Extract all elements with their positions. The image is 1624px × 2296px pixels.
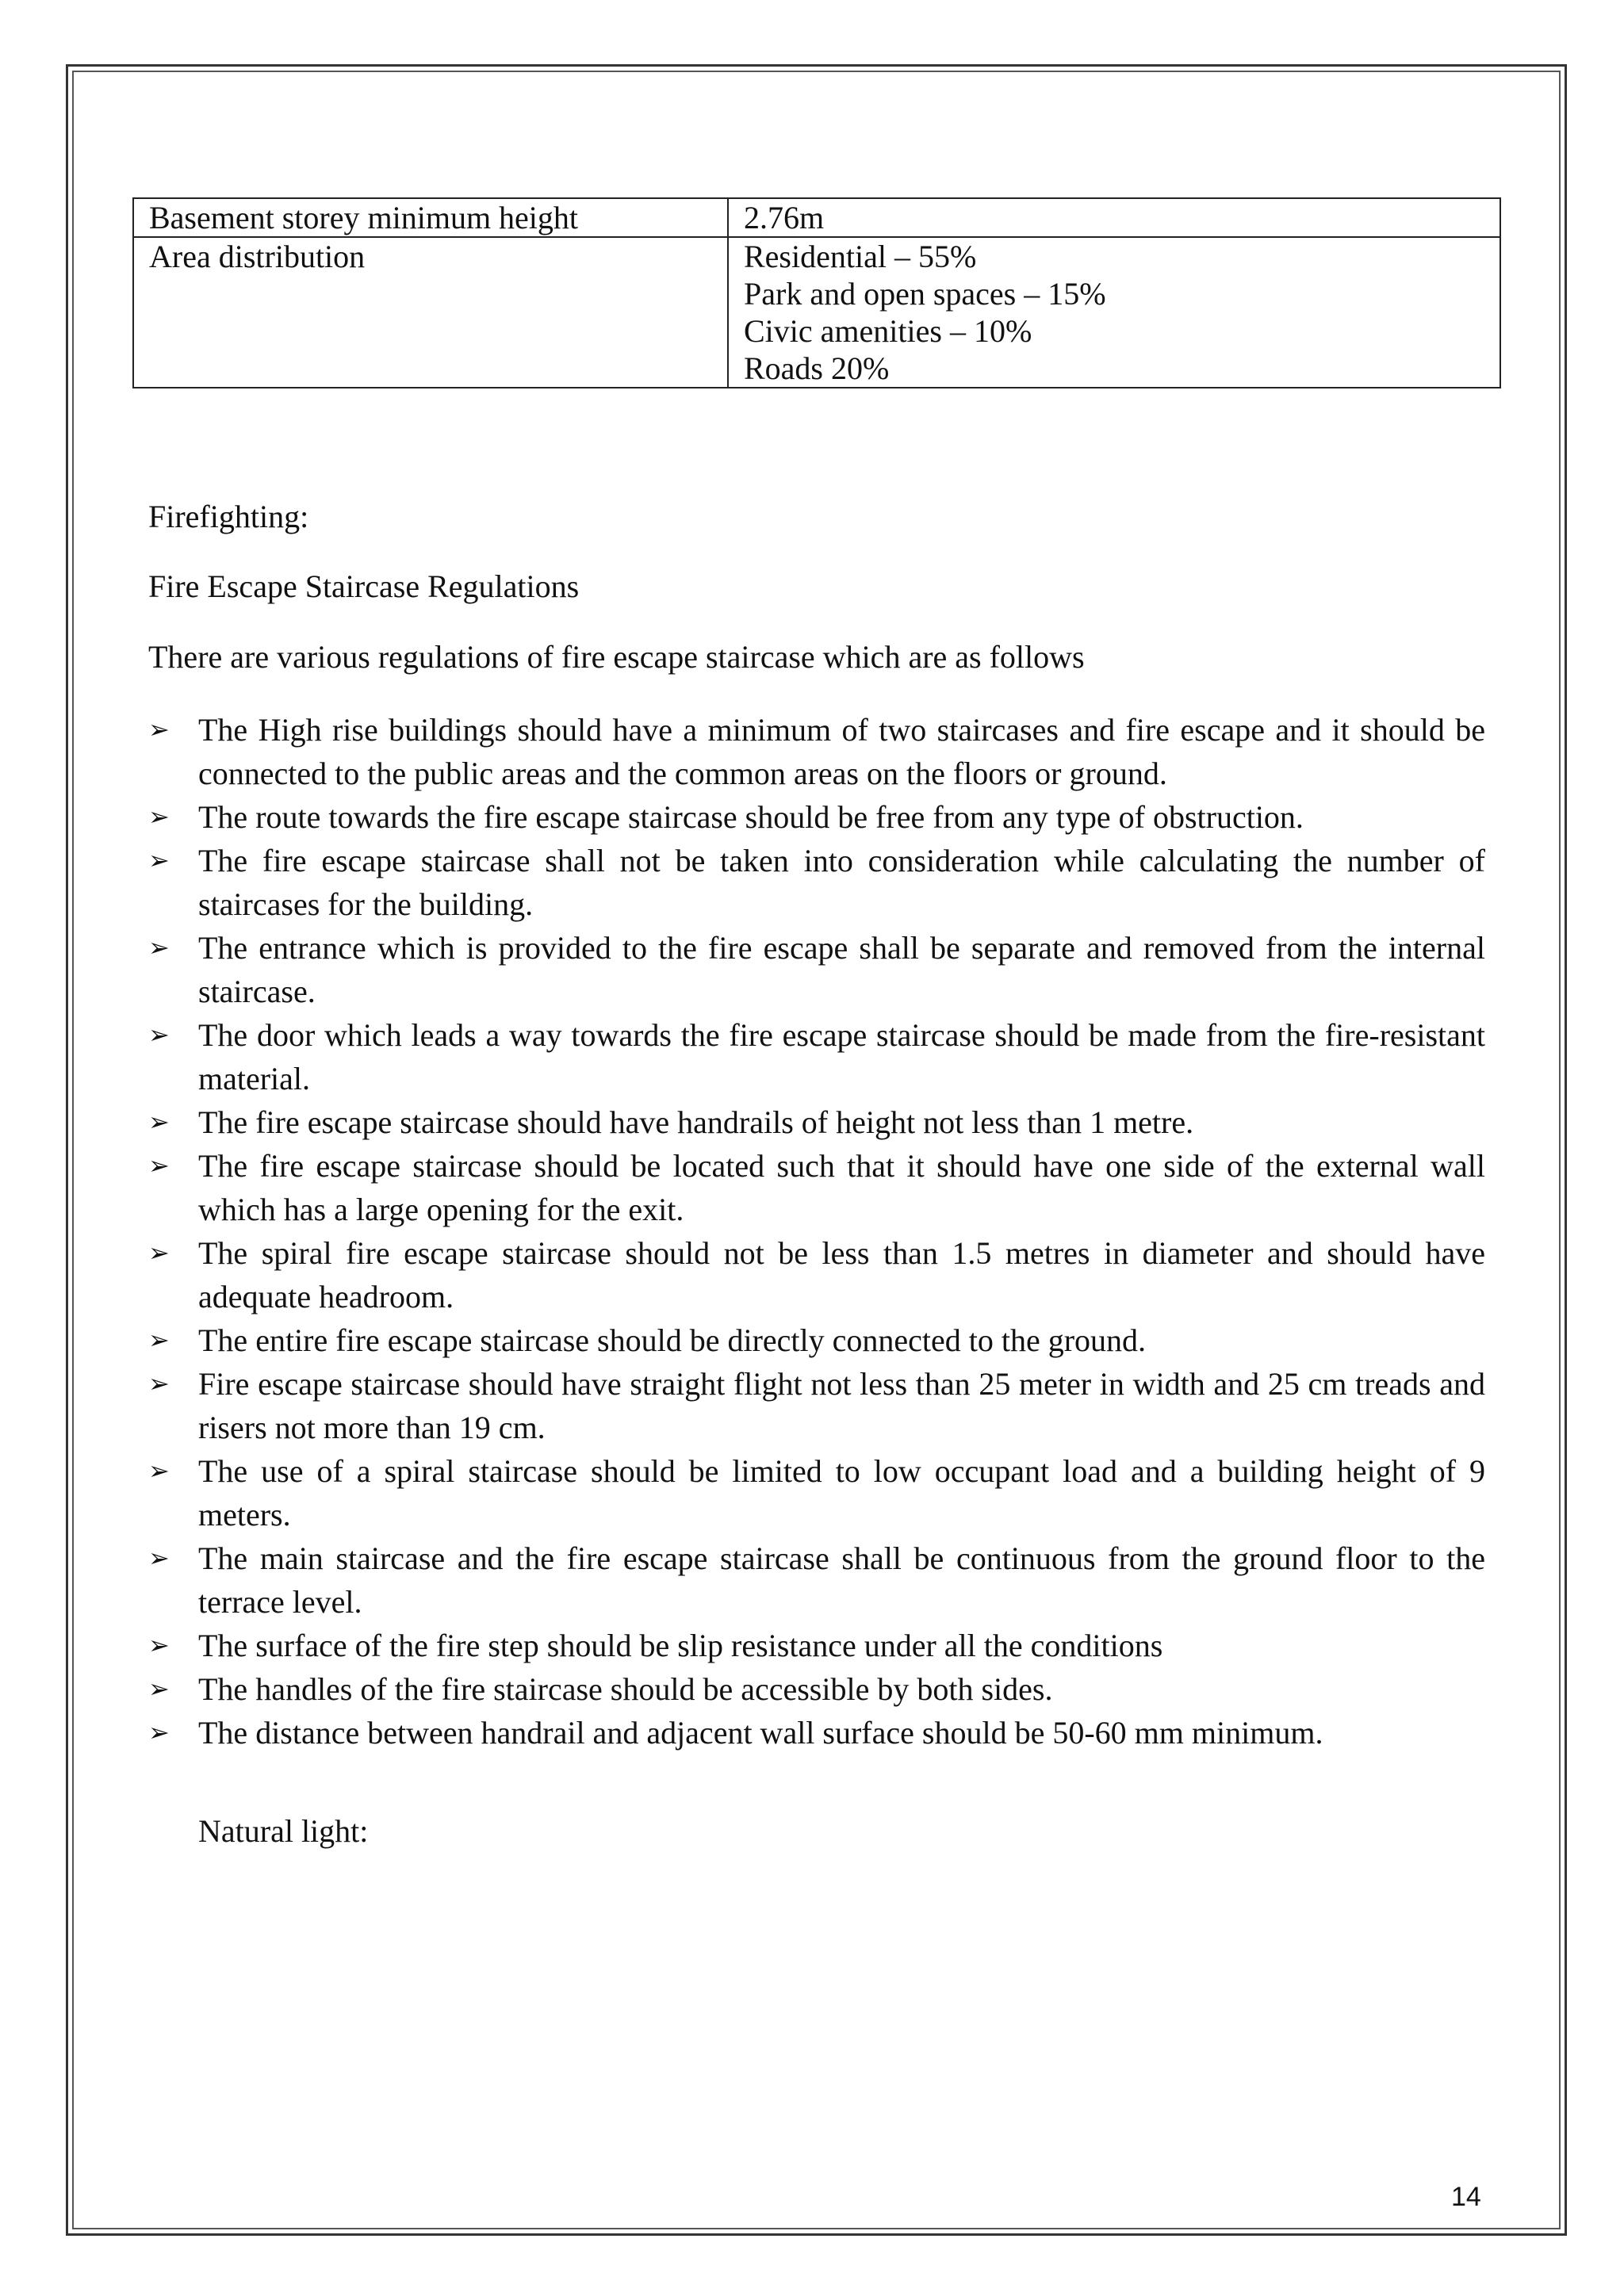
list-item-text: The main staircase and the fire escape staircase shall be continuous from the ground floor to the terrace level.: [198, 1540, 1485, 1620]
specification-table: [132, 197, 1501, 388]
table-value-line: Park and open spaces – 15%: [744, 276, 1106, 312]
table-cell-value: [728, 198, 1500, 237]
list-item: [148, 1667, 1485, 1711]
arrow-bullet-icon: ➢: [148, 1238, 170, 1268]
list-item-text: The High rise buildings should have a minimum of two staircases and fire escape and it should be connected to the public areas and the common areas on the floors or ground.: [198, 712, 1485, 791]
list-item-text: The door which leads a way towards the fire escape staircase should be made from the fire-resistant material.: [198, 1017, 1485, 1096]
list-item: [148, 1624, 1485, 1667]
table-cell-label: Area distribution: [133, 237, 728, 388]
page-number: 14: [1451, 2182, 1481, 2212]
list-item: [148, 1144, 1485, 1231]
table-value-line: Civic amenities – 10%: [744, 313, 1032, 349]
table-row: [133, 198, 1500, 237]
natural-light-heading: Natural light:: [198, 1813, 369, 1849]
list-item: [148, 839, 1485, 926]
arrow-bullet-icon: ➢: [148, 845, 170, 875]
firefighting-heading: Firefighting:: [148, 499, 309, 534]
arrow-bullet-icon: ➢: [148, 714, 170, 744]
list-item-text: The fire escape staircase shall not be taken into consideration while calculating the number of staircases for the building.: [198, 843, 1485, 922]
list-item: [148, 1711, 1485, 1755]
list-item-text: The distance between handrail and adjacent wall surface should be 50-60 mm minimum.: [198, 1715, 1323, 1751]
intro-paragraph: There are various regulations of fire escape staircase which are as follows: [148, 639, 1085, 675]
list-item-text: The entrance which is provided to the fire escape shall be separate and removed from the internal staircase.: [198, 930, 1485, 1009]
arrow-bullet-icon: ➢: [148, 802, 170, 832]
table-cell-value: [728, 237, 1500, 388]
table-value-line: 2.76m: [744, 200, 825, 235]
table-value-line: Residential – 55%: [744, 239, 977, 274]
list-item: [148, 1231, 1485, 1318]
list-item: [148, 708, 1485, 795]
list-item: [148, 1536, 1485, 1624]
list-item-text: The route towards the fire escape staircase should be free from any type of obstruction.: [198, 799, 1304, 835]
table-row: [133, 237, 1500, 388]
table-value-line: Roads 20%: [744, 350, 890, 386]
list-item-text: The entire fire escape staircase should be directly connected to the ground.: [198, 1322, 1147, 1358]
list-item: [148, 795, 1485, 839]
list-item: [148, 1100, 1485, 1144]
list-item-text: The handles of the fire staircase should be accessible by both sides.: [198, 1671, 1053, 1707]
section-subtitle: Fire Escape Staircase Regulations: [148, 568, 580, 604]
list-item-text: The use of a spiral staircase should be limited to low occupant load and a building height of 9 meters.: [198, 1453, 1485, 1533]
table-cell-label: Basement storey minimum height: [133, 198, 728, 237]
arrow-bullet-icon: ➢: [148, 1150, 170, 1181]
arrow-bullet-icon: ➢: [148, 1020, 170, 1050]
list-item: [148, 1013, 1485, 1100]
list-item: [148, 1449, 1485, 1536]
arrow-bullet-icon: ➢: [148, 1674, 170, 1704]
arrow-bullet-icon: ➢: [148, 1630, 170, 1660]
list-item-text: Fire escape staircase should have straight flight not less than 25 meter in width and 25 cm treads and risers not more than 19 cm.: [198, 1366, 1485, 1445]
list-item-text: The fire escape staircase should be located such that it should have one side of the external wall which has a large opening for the exit.: [198, 1148, 1485, 1227]
arrow-bullet-icon: ➢: [148, 1107, 170, 1137]
list-item: [148, 926, 1485, 1013]
arrow-bullet-icon: ➢: [148, 1717, 170, 1747]
list-item-text: The spiral fire escape staircase should not be less than 1.5 metres in diameter and should have adequate headroom.: [198, 1235, 1485, 1314]
list-item-text: The surface of the fire step should be slip resistance under all the conditions: [198, 1628, 1163, 1663]
arrow-bullet-icon: ➢: [148, 1456, 170, 1486]
arrow-bullet-icon: ➢: [148, 1543, 170, 1573]
arrow-bullet-icon: ➢: [148, 1325, 170, 1355]
arrow-bullet-icon: ➢: [148, 932, 170, 962]
list-item: [148, 1362, 1485, 1449]
arrow-bullet-icon: ➢: [148, 1368, 170, 1399]
regulations-list: [148, 708, 1485, 1755]
list-item-text: The fire escape staircase should have handrails of height not less than 1 metre.: [198, 1104, 1194, 1140]
list-item: [148, 1318, 1485, 1362]
